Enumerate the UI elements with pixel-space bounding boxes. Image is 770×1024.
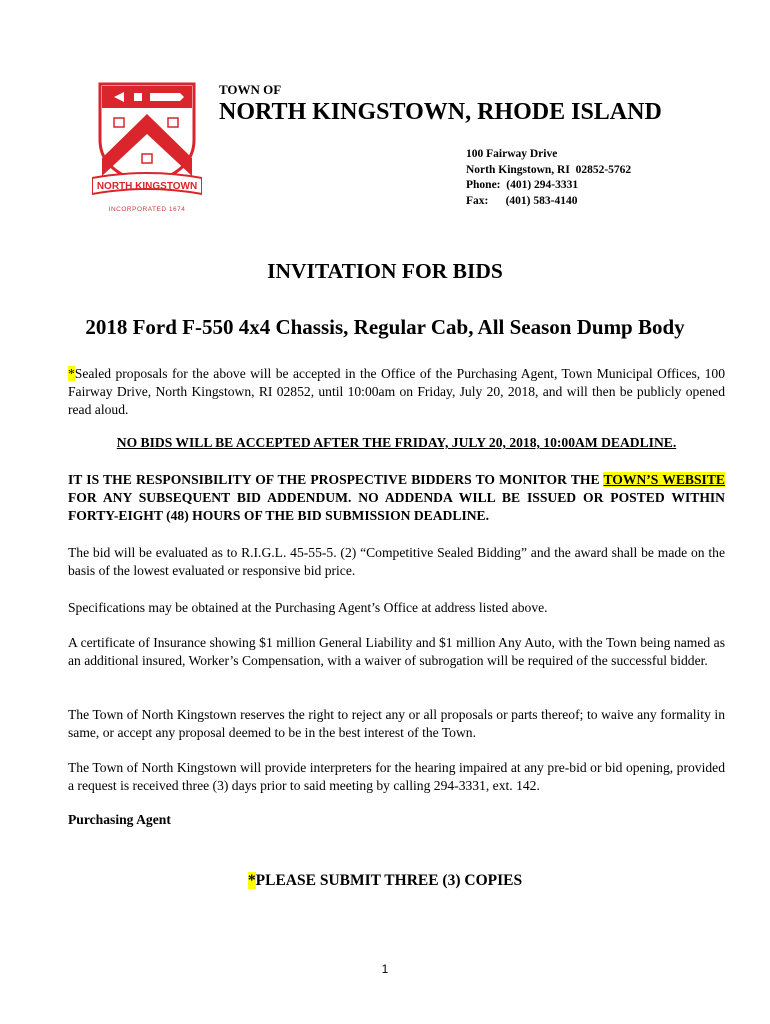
- address-line: North Kingstown, RI 02852-5762: [466, 163, 632, 176]
- asterisk-marker: *: [68, 366, 75, 381]
- address-block: [466, 147, 631, 209]
- logo-banner-text: NORTH KINGSTOWN: [96, 181, 198, 192]
- evaluation-paragraph: The bid will be evaluated as to R.I.G.L. 45-55-5. (2) “Competitive Sealed Bidding” and the award shall be made on the basis of the lowest evaluated or responsive bid price.: [68, 545, 725, 578]
- reservation-paragraph: The Town of North Kingstown reserves the right to reject any or all proposals or parts thereof; to waive any formality in same, or accept any proposal deemed to be in the best interest of the Town.: [68, 707, 725, 740]
- intro-paragraph: [68, 365, 725, 419]
- copies-notice: [0, 872, 770, 890]
- logo-incorporated-text: INCORPORATED 1674: [108, 206, 186, 213]
- responsibility-paragraph: [68, 471, 725, 525]
- responsibility-text: IT IS THE RESPONSIBILITY OF THE PROSPECTIVE BIDDERS TO MONITOR THE: [68, 472, 604, 487]
- interpreters-paragraph: The Town of North Kingstown will provide interpreters for the hearing impaired at any pre-bid or bid opening, provided a request is received three (3) days prior to said meeting by calling 294-3331, ext. 142.: [68, 760, 725, 793]
- intro-text: Sealed proposals for the above will be accepted in the Office of the Purchasing Agent, Town Municipal Offices, 100 Fairway Drive, North Kingstown, RI 02852, until 10:00am on Friday, July 20, 2018, and will then be publicly opened read aloud.: [68, 366, 725, 417]
- address-line: 100 Fairway Drive: [466, 148, 558, 160]
- website-highlight: TOWN’S WEBSITE: [603, 472, 725, 487]
- town-seal-logo: [92, 80, 202, 220]
- specifications-paragraph: Specifications may be obtained at the Purchasing Agent’s Office at address listed above.: [68, 600, 548, 615]
- deadline-notice: NO BIDS WILL BE ACCEPTED AFTER THE FRIDAY, JULY 20, 2018, 10:00AM DEADLINE.: [116, 435, 677, 450]
- page-number: 1: [381, 962, 389, 976]
- signature-purchasing-agent: Purchasing Agent: [68, 812, 171, 827]
- banner-text-layer: [92, 80, 202, 200]
- insurance-paragraph: A certificate of Insurance showing $1 million General Liability and $1 million Any Auto, with the Town being named as an additional insured, Worker’s Compensation, with a waiver of subrogation will be required of the successful bidder.: [68, 635, 725, 668]
- town-name-heading: NORTH KINGSTOWN, RHODE ISLAND: [219, 99, 662, 125]
- town-of-label: TOWN OF: [219, 82, 282, 97]
- bid-subject: 2018 Ford F-550 4x4 Chassis, Regular Cab, All Season Dump Body: [85, 315, 685, 339]
- document-title: INVITATION FOR BIDS: [267, 259, 503, 283]
- phone-line: Phone: (401) 294-3331: [466, 179, 579, 191]
- responsibility-text-cont: FOR ANY SUBSEQUENT BID ADDENDUM. NO ADDENDA WILL BE ISSUED OR POSTED WITHIN FORTY-EIGHT (48) HOURS OF THE BID SUBMISSION DEADLINE.: [68, 490, 725, 523]
- fax-line: Fax: (401) 583-4140: [466, 194, 578, 207]
- asterisk-marker: *: [247, 872, 256, 889]
- copies-text: PLEASE SUBMIT THREE (3) COPIES: [255, 872, 523, 889]
